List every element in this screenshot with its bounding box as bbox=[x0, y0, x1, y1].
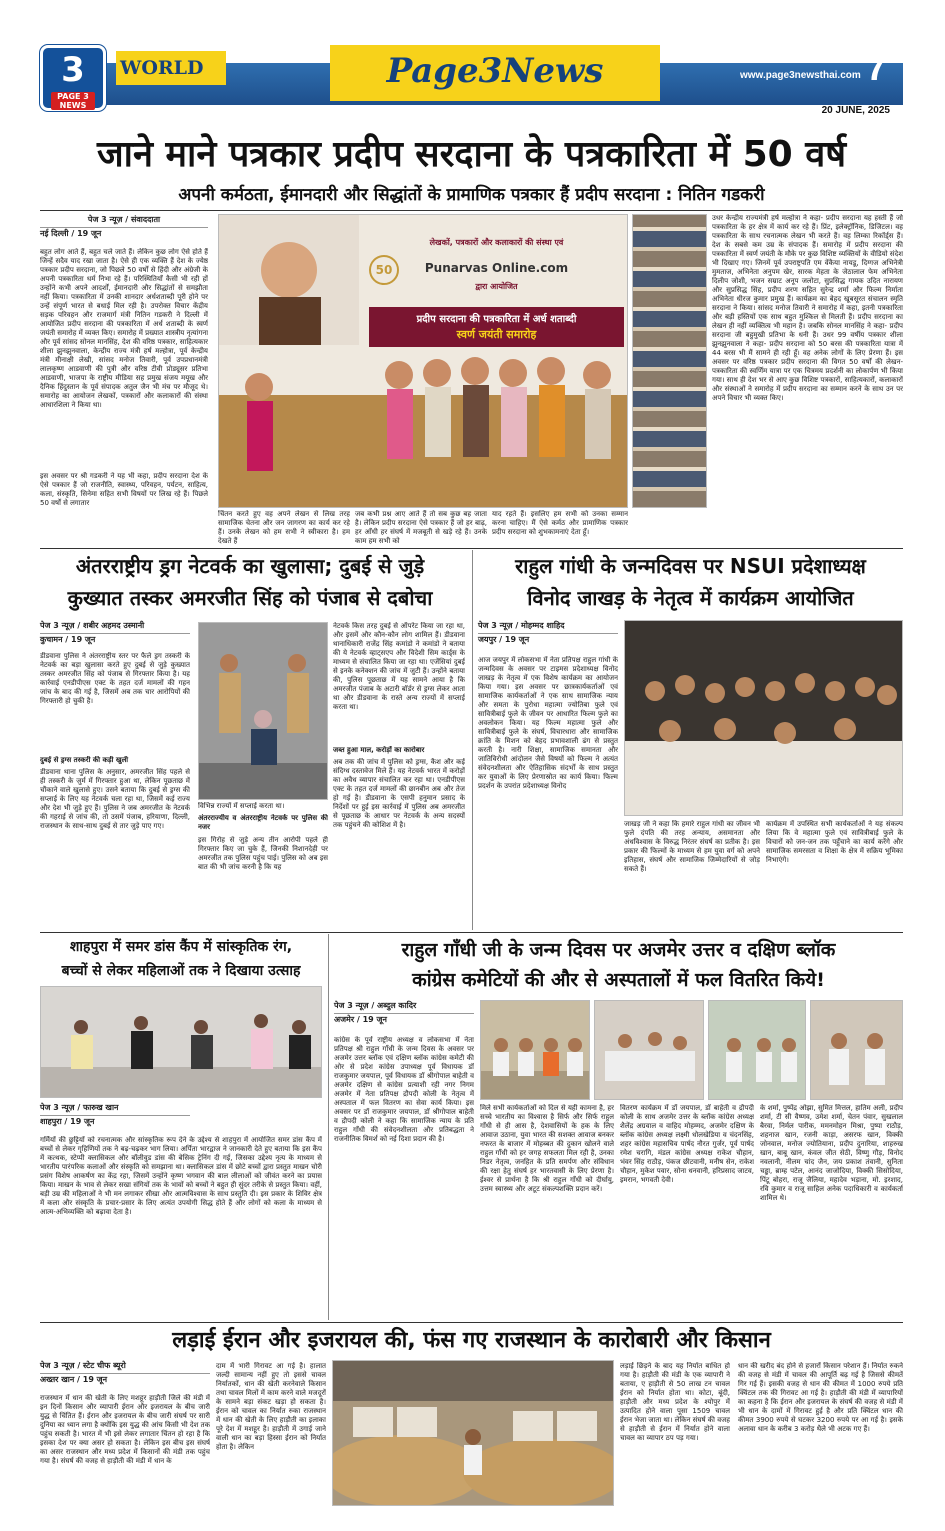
logo-number: 3 bbox=[61, 50, 85, 90]
drug-col3b: अब तक की जांच में पुलिस को ड्रग्स, कैश और कई संदिग्ध दस्तावेज मिले हैं। यह नेटवर्क भारत में करोड़ों का अवैध व्यापार संचालित कर रहा था। एनडीपीएस एक्ट के तहत दर्ज मामलों की छानबीन अब और तेज हो गई है। डीडवाना के एसपी हनुमान प्रसाद के निर्देशों पर हुई इस कार्रवाई में पुलिस अब अमरजीत से पूछताछ के आधार पर नेटवर्क के अन्य सदस्यों तक पहुंचने की कोशिश में है। bbox=[333, 758, 465, 829]
nsui-headline-2: विनोद जाखड़ के नेतृत्व में कार्यक्रम आयोजित bbox=[527, 586, 854, 610]
iran-col4: धान की खरीद बंद होने से हजारों किसान परेशान हैं। निर्यात रुकने की वजह से मंडी में चावल की आपूर्ति बढ़ गई है जिससे कीमतें गिर गई हैं। इसकी वजह से धान की कीमत में 1000 रुपये प्रति क्विंटल तक की गिरावट आ गई है। हाड़ौती की मंडी में व्यापारियों का कहना है कि ईरान और इजरायल के संघर्ष की वजह से मंडी में भी धान के दामों में गिरावट हुई है और प्रति क्विंटल धान की कीमत 3900 रुपये से घटकर 3200 रुपये पर आ गई है। इसके अलावा धान के करीब 3 करोड़ थैले भी अटक गए हैं। bbox=[738, 1362, 903, 1433]
dance-photo-svg bbox=[41, 987, 322, 1098]
drug-headline-2: कुख्यात तस्कर अमरजीत सिंह को पंजाब से दबोचा bbox=[67, 586, 433, 610]
ajmer-photo-4-svg bbox=[811, 1001, 903, 1100]
ajmer-byline bbox=[334, 1000, 474, 1027]
lead-byline bbox=[40, 214, 208, 241]
divider bbox=[472, 550, 473, 930]
drug-col2b: इस गिरोह से जुड़े अन्य तीन आरोपी पहले ही गिरफ्तार किए जा चुके हैं, जिनकी निशानदेही पर अमरजीत तक पुलिस पहुंच पाई। पुलिस को अब इस बात की भी जांच करनी है कि यह bbox=[198, 836, 328, 871]
lead-photo bbox=[218, 214, 628, 508]
ajmer-photo-3 bbox=[708, 1000, 806, 1100]
banner-event: स्वर्ण जयंती समारोह bbox=[456, 328, 537, 341]
divider bbox=[328, 934, 329, 1320]
drug-caption: विभिन्न राज्यों में सप्लाई करता था। bbox=[198, 802, 285, 810]
iran-byline bbox=[40, 1360, 210, 1387]
nsui-headline-1: राहुल गांधी के जन्मदिवस पर NSUI प्रदेशाध्यक्ष bbox=[515, 554, 866, 578]
divider bbox=[40, 210, 903, 211]
ajmer-col1: कांग्रेस के पूर्व राष्ट्रीय अध्यक्ष व लोकसभा में नेता प्रतिपक्ष श्री राहुल गाँधी के जन्म दिवस के अवसर पर अजमेर उत्तर ब्लॉक एवं दक्षिण ब्लॉक कांग्रेस कमेटी की ओर से प्रदेश कांग्रेस उपाध्यक्ष पूर्व विधायक डॉ राजकुमार जयपाल, पूर्व विधायक डॉ श्रीगोपाल बाहेती व अजमेर दक्षिण से कांग्रेस प्रत्याशी रही नगर निगम अजमेर में नेता प्रतिपक्ष द्रौपदी कोली के नेतृत्व में अस्पताल में फल वितरण का सेवा कार्य किया। इस अवसर पर डॉ राजकुमार जयपाल, डॉ श्रीगोपाल बाहेती व द्रौपदी कोली ने कहा कि सामाजिक न्याय के प्रति राहुल गाँधी की संवेदनशीलता और प्रतिबद्धता ने राजनीतिक विमर्श को नई दिशा प्रदान की है। bbox=[334, 1036, 474, 1143]
masthead-links bbox=[740, 51, 861, 81]
iran-col3: लड़ाई छिड़ने के बाद यह निर्यात बाधित हो गया है। हाड़ौती की मंडी के एक व्यापारी ने बताया, ए हाड़ौती से 50 लाख टन चावल ईरान को निर्यात होता था। कोटा, बूंदी, हाड़ौती और मध्य प्रदेश के श्योपुर में उत्पादित होने वाला पूसा 1509 चावल ईरान भेजा जाता था। लेकिन संघर्ष की वजह से हाड़ौती से ईरान में निर्यात होने वाला चावल का व्यापार ठप पड़ गया। bbox=[620, 1362, 730, 1442]
event-photo-svg bbox=[219, 215, 628, 508]
nsui-col1: आज जयपुर में लोकसभा में नेता प्रतिपक्ष राहुल गांधी के जन्मदिवस के अवसर पर टाइमस प्रदेशाध्यक्ष विनोद जाखड़ के नेतृत्व में एक विशेष कार्यक्रम का आयोजन किया गया। इस अवसर पर छात्रकार्यकर्ताओं एवं सामाजिक कार्यकर्ताओं ने एक साथ सामाजिक न्याय और समता के पुरोधा महात्मा ज्योतिबा फुले एवं सावित्रीबाई फुले के जीवन पर आधारित फिल्म फुले का अवलोकन किया। यह फिल्म महात्मा फुले और सावित्रीबाई फुले के संघर्ष, विचारधारा और सामाजिक क्रांति के मिशन को बेहद प्रभावशाली ढंग से प्रस्तुत करती है। नारी शिक्षा, सामाजिक समानता और जातिविरोधी आंदोलन जैसे विषयों को फिल्म ने अत्यंत संवेदनशीलता और ऐतिहासिक संदर्भों के साथ प्रस्तुत कर युवाओं के लिए प्रेरणास्रोत का कार्य किया। फिल्म प्रदर्शन के उपरांत प्रदेशाध्यक्ष विनोद bbox=[478, 656, 618, 790]
drug-col1b: डीडवाना थाना पुलिस के अनुसार, अमरजीत सिंह पहले से ही तस्करी के जुर्म में गिरफ्तार हुआ था, लेकिन पूछताछ में चौंकाने वाले खुलासे हुए। उसने बताया कि दुबई से ड्रग्स की सप्लाई के लिए यह नेटवर्क चला रहा था, जिसमें कई राज्य और देश भी जुड़े हुए हैं। पुलिस ने जब अमरजीत के नेटवर्क की गहराई से जांच की, तो उसमें पंजाब, हरियाणा, दिल्ली, राजस्थान के साथ-साथ दुबई से तार जुड़े पाए गए। bbox=[40, 768, 190, 830]
iran-headline: लड़ाई ईरान और इजरायल की, फंस गए राजस्थान के कारोबारी और किसान bbox=[172, 1328, 771, 1353]
ajmer-photo-2-svg bbox=[595, 1001, 704, 1100]
page3-logo[interactable] bbox=[40, 45, 106, 111]
divider bbox=[40, 932, 903, 933]
iran-col1: राजस्थान में धान की खेती के लिए मशहूर हाड़ौती जिले की मंडी में इन दिनों किसान और व्यापारी ईरान और इजरायल के बीच जारी युद्ध से चिंतित हैं। ईरान और इजरायल के बीच जारी संघर्ष पर सारी दुनिया का ध्यान लगा है क्योंकि इस युद्ध की आंच किसी भी देश तक पहुंच सकती है। भारत में भी इसे लेकर लगातार चिंतन हो रहा है कि इसका देश पर क्या असर हो सकता है। लेकिन इस बीच इस संघर्ष का असर राजस्थान और मध्य प्रदेश में किसानों की मंडी तक पहुंच गया है। संघर्ष की वजह से हाड़ौती की मंडी में धान के bbox=[40, 1394, 210, 1465]
nsui-col3: कार्यक्रम में उपस्थित सभी कार्यकर्ताओं ने यह संकल्प लिया कि वे महात्मा फुले एवं सावित्रीबाई फुले के विचारों को जन-जन तक पहुँचाने का कार्य करेंगे और सामाजिक समरसता व शिक्षा के क्षेत्र में सक्रिय भूमिका निभाएंगे। bbox=[766, 820, 903, 864]
byline: पेज 3 न्यूज़ / फारुख खान bbox=[40, 1102, 190, 1116]
lead-cont1: चिंतन करते हुए वह अपने लेखन से लिख तरह सामाजिक चेतना और जन जागरण का कार्य कर रहे हैं। उनके लेखन को हम सभी ने स्वीकारा है। हम देखते हैं bbox=[218, 510, 350, 545]
collage-photo bbox=[632, 214, 707, 508]
ajmer-photo-2 bbox=[594, 1000, 704, 1100]
byline: पेज 3 न्यूज़ / शबीर अहमद उस्मानी bbox=[40, 620, 190, 634]
dance-byline bbox=[40, 1102, 190, 1129]
dance-headline-1: शाहपुरा में समर डांस कैंप में सांस्कृतिक रंग, bbox=[69, 939, 293, 955]
nsui-photo bbox=[624, 620, 903, 816]
divider bbox=[40, 1322, 903, 1323]
jubilee-badge: 50 bbox=[369, 255, 399, 285]
police-photo-svg bbox=[199, 623, 328, 800]
byline: पेज 3 न्यूज़ / मोहम्मद शाहिद bbox=[478, 620, 618, 634]
ajmer-col3: वितरण कार्यक्रम में डॉ जयपाल, डॉ बाहेती व द्रौपदी कोली के साथ अजमेर उत्तर के ब्लॉक कांग्रेस अध्यक्ष शैलेंद्र अग्रवाल व वाहिद मोहम्मद, अजमेर दक्षिण के ब्लॉक कांग्रेस अध्यक्ष लक्ष्मी धोलखेडिया व चंदनसिंह, शहर कांग्रेस महासचिव पार्षद नौरत गुर्जर, पूर्व पार्षद रमेश चरागि, मंडल कांग्रेस अध्यक्ष राकेश चौहान, भंवर सिंह राठौड़, पंकज छीटवानी, मनीष सेन, राकेश चौहान, मुकेश पवार, सोना धनवानी, हरिप्रसाद जाटव, इमरान, भगवती देवी। bbox=[620, 1104, 754, 1184]
group-photo-svg bbox=[625, 621, 903, 816]
dateline: नई दिल्ली / 19 जून bbox=[40, 229, 102, 238]
dance-headline-2: बच्चों से लेकर महिलाओं तक ने दिखाया उत्साह bbox=[61, 963, 301, 979]
lead-col1: बहुत लोग आते हैं, बहुत चले जाते हैं। लेकिन कुछ लोग ऐसे होते हैं जिन्हें सदैव याद रखा जाता है। ऐसे ही एक व्यक्ति हैं देश के ज्येष्ठ पत्रकार प्रदीप सरदाना, जो पिछले 50 वर्षों से हिंदी और अंग्रेजी के अपनी पत्रकारिता धर्म निभा रहे हैं। परिस्थितियाँ कैसी भी रही हों उन्होंने कभी अपने आदर्शों, ईमानदारी और सिद्धांतों से समझौता नहीं किया। पत्रकारिता में उनकी शानदार अर्धशताब्दी पूरी होने पर उन्हें संपूर्ण भारत से बधाई मिल रही है। उपरोक्त विचार केंद्रीय सड़क परिवहन और राजमार्ग मंत्री नितिन गडकरी ने दिल्ली में आयोजित प्रदीप सरदाना की पत्रकारिता में अर्ध शताब्दी के स्वर्ण जयंती समारोह में व्यक्त किए। समारोह में प्रख्यात शास्त्रीय नृत्यांगना और पूर्व सांसद सोनल मानसिंह, देश की वरिष्ठ पत्रकार, साहित्यकार शीला झुनझुनवाला, केन्द्रीय राज्य मंत्री हर्ष मल्होत्रा, पूर्व केन्द्रीय मंत्री मीनाक्षी लेखी, सांसद मनोज तिवारी, पूर्व उपप्रधानमंत्री लालकृष्ण आडवाणी की पुत्री और वरिष्ठ टीवी प्रोड्यूसर प्रतिभा आडवाणी, भाजपा के राष्ट्रीय मीडिया सह प्रमुख संजय मयूख और दैनिक हिंदुस्तान के पूर्व संपादक अतुल जैन भी मंच पर मौजूद थे। समारोह का आयोजन लेखकों, पत्रकारों और कलाकारों की संस्था आधारशिला ने किया था। bbox=[40, 248, 208, 409]
lead-subheadline: अपनी कर्मठता, ईमानदारी और सिद्धांतों के प्रामाणिक पत्रकार हैं प्रदीप सरदाना : नितिन गडकरी bbox=[178, 185, 765, 205]
dateline: अख्तर खान / 19 जून bbox=[40, 1375, 108, 1384]
byline: पेज 3 न्यूज़ / संवाददाता bbox=[40, 214, 208, 228]
ajmer-photo-3-svg bbox=[709, 1001, 806, 1100]
ajmer-headline-2: कांग्रेस कमेटियों की और से अस्पतालों में फल वितरित किये! bbox=[412, 969, 825, 991]
banner-line2: द्वारा आयोजित bbox=[475, 282, 518, 291]
byline: पेज 3 न्यूज़ / स्टेट चीफ ब्यूरो bbox=[40, 1360, 210, 1374]
ajmer-photo-1 bbox=[480, 1000, 590, 1100]
drug-subhead2: अंतरराज्यीय व अंतरराष्ट्रीय नेटवर्क पर पुलिस की नजर bbox=[198, 814, 328, 831]
dateline: अजमेर / 19 जून bbox=[334, 1015, 387, 1024]
drug-col3: नेटवर्क किस तरह दुबई से ऑपरेट किया जा रहा था, और इसमें और कौन-कौन लोग शामिल हैं। डीडवाना थानाधिकारी राजेंद्र सिंह कमांडो ने कमांडो ने बताया की ये नेटवर्क व्हाट्सएप और विदेशी सिम कार्ड्स के माध्यम से संचालित किया जा रहा था। एजेंसियां दुबई से इनके कनेक्शन की जांच में जुटी हैं। उन्होंने बताया की, पुलिस पूछताछ में यह सामने आया है कि अमरजीत पंजाब के अटारी बॉर्डर से ड्रग्स लेकर आता था और डीडवाना के रास्ते अन्य राज्यों में सप्लाई करता था। bbox=[333, 622, 465, 711]
social-handle[interactable]: ◉ page3news bbox=[784, 51, 850, 62]
nsui-byline bbox=[478, 620, 618, 647]
ajmer-photo-4 bbox=[810, 1000, 903, 1100]
lead-cont2: जब कभी प्रश्न आए आते हैं तो सब कुछ बह जाता है। लेकिन प्रदीप सरदाना ऐसे पत्रकार हैं जो हर बाढ़, हर आँधी हर संघर्ष में मजबूती से खड़े रहे हैं। उनके काम हम सभी को bbox=[355, 510, 487, 545]
drug-photo bbox=[198, 622, 328, 800]
issue-date: 20 JUNE, 2025 bbox=[821, 105, 890, 116]
ajmer-col4: के शर्मा, पुष्पेंद्र ओझा, सुमित मित्तल, हातिम अली, प्रदीप शर्मा, टी सी वैष्णव, उमेश शर्मा, चेतन पंवार, सुखलाल बैरवा, निर्मल पारीक, ममनमोहन मिश्रा, पुष्पा राठौड़, शहनाज खान, रजनी काड़ा, असरफ खान, विक्की जोनवाल, मनोज ज्योतियाना, प्रदीप दुनारिया, शाहरुख खान, बाबू खान, कंवल जीत सेठी, विष्णु गौड़, विनोद नवलानी, नीलम चांद जैन, जय प्रकाश तंवानी, सुनिता चड्ढा, ब्राम्ह पटेल, आनंद जाजोदिया, विक्की सिसोदिया, पिंटू बोहरा, राजू जैलिया, महादेव भड़ाना, मो. इरशाद, रवि कुमार व राजू साहिल अनेक पदाधिकारी व कार्यकर्ता शामिल थे। bbox=[760, 1104, 903, 1202]
drug-subhead3: जब्त हुआ माल, करोड़ों का कारोबार bbox=[333, 746, 425, 754]
newspaper-title: Page3News bbox=[330, 45, 660, 101]
banner-site: Punarvas Online.com bbox=[424, 261, 569, 275]
lead-col1b: इस अवसर पर श्री गडकरी ने यह भी कहा, प्रदीप सरदाना देश के ऐसे पत्रकार हैं जो राजनीति, स्वास्थ्य, परिवहन, पर्यटन, साहित्य, कला, संस्कृति, सिनेमा सहित सभी विषयों पर लिख रहे हैं। पिछले 50 वर्षों से लगातार bbox=[40, 472, 208, 507]
dance-photo bbox=[40, 986, 322, 1098]
page-number: 7 bbox=[866, 47, 888, 89]
byline: पेज 3 न्यूज़ / अब्दुल कादिर bbox=[334, 1000, 474, 1014]
nsui-col2: जाखड़ जी ने कहा कि हमारे राहुल गांधी का जीवन भी फुले दंपति की तरह अन्याय, असमानता और अंधविश्वास के विरुद्ध निरंतर संघर्ष का प्रतीक है। इस प्रकार की फिल्मों के माध्यम से हम युवा वर्ग को अपने इतिहास, संघर्ष और सामाजिक जिम्मेदारियों से जोड़ सकते हैं। bbox=[624, 820, 760, 873]
ajmer-col2: मिले सभी कार्यकर्ताओं को दिल से यही कामना है, हर सच्चे भारतीय का विश्वास है सिर्फ और सिर्फ राहुल गाँधी से ही आस है, देशवासियों के हक के लिए आवाज उठाना, युवा भारत की सशक्त आवाज बनकर नफरत के बाजार में मोहब्बत की दुकान खोलने वाले राहुल गाँधी को हर जगह सफलता मिल रही है, उनका निडर नेतृत्व, जनहित के प्रति समर्पण और संविधान की रक्षा हेतु संघर्ष हर भारतवासी के लिए प्रेरणा है। ईश्वर से प्रार्थना है कि श्री राहुल गाँधी को दीर्घायु, उत्तम स्वास्थ्य और अटूट संकल्पशक्ति प्रदान करें। bbox=[480, 1104, 614, 1193]
grain-market-svg bbox=[333, 1361, 614, 1506]
drug-headline-1: अंतरराष्ट्रीय ड्रग नेटवर्क का खुलासा; दुबई से जुड़े bbox=[75, 554, 425, 578]
ajmer-headline-1: राहुल गाँधी जी के जन्म दिवस पर अजमेर उत्तर व दक्षिण ब्लॉक bbox=[401, 939, 836, 961]
drug-subhead: दुबई से ड्रग्स तस्करी की कड़ी खुली bbox=[40, 756, 129, 764]
website-link[interactable]: www.page3newsthai.com bbox=[740, 70, 861, 81]
banner-title: प्रदीप सरदाना की पत्रकारिता में अर्ध शताब्दी bbox=[416, 314, 577, 325]
iran-col2: दाम में भारी गिरावट आ गई है। हालात जल्दी सामान्य नहीं हुए तो इससे चावल निर्यातकों, धान की खेती करनेवाले किसान तथा चावल मिलों में काम करने वाले मजदूरों के सामने बड़ा संकट खड़ा हो सकता है। ईरान को चावल का निर्यात रुका राजस्थान में धान की खेती के लिए हाड़ौती का इलाका पूरे देश में मशहूर है। हाड़ौती में उगाई जाने वाली धान का बड़ा हिस्सा ईरान को निर्यात होता है। लेकिन bbox=[216, 1362, 326, 1451]
dateline: कुचामन / 19 जून bbox=[40, 635, 96, 644]
dance-body: गर्मियों की छुट्टियों को रचनात्मक और सांस्कृतिक रूप देने के उद्देश्य से शाहपुरा में आयोजित समर डांस कैंप में बच्चों से लेकर गृहिणियों तक ने बढ़-चढ़कर भाग लिया। अर्पिता भारद्वाज ने जानकारी देते हुए बताया कि इस कैंप में कत्थक, स्टेप्पी क्लासिकल और बॉलीवुड डांस की बेसिक ट्रेनिंग दी गई, जिसका उद्देश्य नृत्य के माध्यम से भारतीय पारंपरिक कलाओं और संस्कृति को समझाना था। क्लासिकल डांस में छोटे बच्चों द्वारा प्रस्तुत माखन चोरी प्रसंग विशेष आकर्षण का केंद्र रहा, जिसमें उन्होंने कृष्ण भगवान की बाल लीलाओं को जीवंत करने का प्रयास किया। माखन के भाव से लेकर सखा संगियों तक के भावों को बच्चों ने बहुत ही सुंदर तरीके से प्रस्तुत किया। वहीं, बड़ी उम्र की महिलाओं ने भी मन लगाकर सीखा और आत्मविश्वास के साथ प्रस्तुति दी। इस प्रकार के शिविर क्षेत्र में कला और संस्कृति के प्रचार-प्रसार के लिए अत्यंत उपयोगी सिद्ध होते हैं और लोगों को कला के माध्यम से आत्म-अभिव्यक्ति को बढ़ावा देता है। bbox=[40, 1136, 322, 1216]
drug-col1: डीडवाना पुलिस ने अंतरराष्ट्रीय स्तर पर फैले ड्रग तस्करी के नेटवर्क का बड़ा खुलासा करते हुए दुबई से जुड़े कुख्यात तस्कर अमरजीत सिंह को पंजाब से गिरफ्तार किया है। यह कार्रवाई एनडीपीएस एक्ट के तहत दर्ज मामलों की गहन जांच के बाद की गई है, जिसमें अब तक चार आरोपियों की गिरफ्तारी हो चुकी है। bbox=[40, 652, 190, 705]
dateline: शाहपुरा / 19 जून bbox=[40, 1117, 95, 1126]
lead-right: उधर केन्द्रीय राज्यमंत्री हर्ष मल्होत्रा ने कहा- प्रदीप सरदाना यह हस्ती हैं जो पत्रकारिता के हर क्षेत्र में कार्य कर रहे हैं। प्रिंट, इलेक्ट्रॉनिक, डिजिटल। वह पत्रकारिता के साथ रचनात्मक लेखन भी करते हैं। वह लिम्का रिकॉर्ड्स हैं। देश के सबसे कम उम्र के संपादक हैं। समारोह में प्रदीप सरदाना की पत्रकारिता में स्वर्ण जयंती के मौके पर कुछ विशिष्ट व्यक्तियों के वीडियो संदेश भी दिखाए गए। जिनमें पूर्व उपराष्ट्रपति एम वेंकैया नायडू, दिग्गज अभिनेत्री मुमताज, अभिनेता अनुपम खेर, सारक मेहता के जेठालाल फेम अभिनेता दिलीप जोशी, भजन सम्राट अनूप जलोटा, सुप्रसिद्ध गायक उदित नारायण और सुप्रसिद्ध सिंह, प्रदीप शरण सहित सुरेन्द्र शर्मा और फिल्म निर्माता अभिनेता धीरज कुमार प्रमुख हैं। कार्यक्रम का बेहद खूबसूरत संचालन स्मृति सरदाना ने किया। सांसद मनोज तिवारी ने समारोह में कहा, इतनी पत्रकारिता और बड़ी हस्तियों एक साथ बहुत मुश्किल से मिलती हैं। प्रदीप सरदाना का लेखन ही नहीं व्यक्तित्व भी महान है। जबकि सोनल मानसिंह ने कहा- प्रदीप सरदाना जी बहुमुखी प्रतिभा के धनी हैं। उधर 99 वर्षीय पत्रकार शीला झुनझुनवाला ने कहा- प्रदीप सरदाना को 50 बरस की पत्रकारिता यात्रा में 44 बरस भी मैं सामने ही रही हूँ। वह अनेक लोगों के लिए प्रेरणा हैं। इस अवसर पर वरिष्ठ पत्रकार प्रदीप सरदाना की विगत 50 वर्षों की लेखन-पत्रकारिता की स्वर्णिम यात्रा पर एक चित्रमय प्रदर्शनी का लोकार्पण भी किया गया। साथ ही देश भर से आए कुछ विशिष्ट पत्रकारों, साहित्यकारों, कलाकारों और संस्थाओं ने समारोह में प्रदीप सरदाना का सम्मान करने के साथ उन पर अपने विचार भी व्यक्त किए। bbox=[712, 214, 903, 402]
social-icon: ◉ bbox=[784, 51, 797, 62]
dateline: जयपुर / 19 जून bbox=[478, 635, 530, 644]
logo-label: PAGE 3 NEWS bbox=[51, 92, 95, 110]
section-label: WORLD bbox=[116, 51, 226, 85]
drug-byline bbox=[40, 620, 190, 647]
iran-photo bbox=[332, 1360, 614, 1506]
lead-cont3: याद रहते हैं। इसलिए हम सभी को उनका सम्मान करना चाहिए। मैं ऐसे कर्मठ और प्रामाणिक पत्रकार प्रदीप सरदाना को शुभकामनाएं देता हूँ। bbox=[492, 510, 628, 536]
lead-headline: जाने माने पत्रकार प्रदीप सरदाना के पत्रकारिता में 50 वर्ष bbox=[96, 134, 847, 175]
divider bbox=[40, 548, 903, 549]
ajmer-photo-1-svg bbox=[481, 1001, 590, 1100]
banner-line1: लेखकों, पत्रकारों और कलाकारों की संस्था एवं bbox=[429, 238, 564, 247]
masthead bbox=[40, 45, 903, 115]
